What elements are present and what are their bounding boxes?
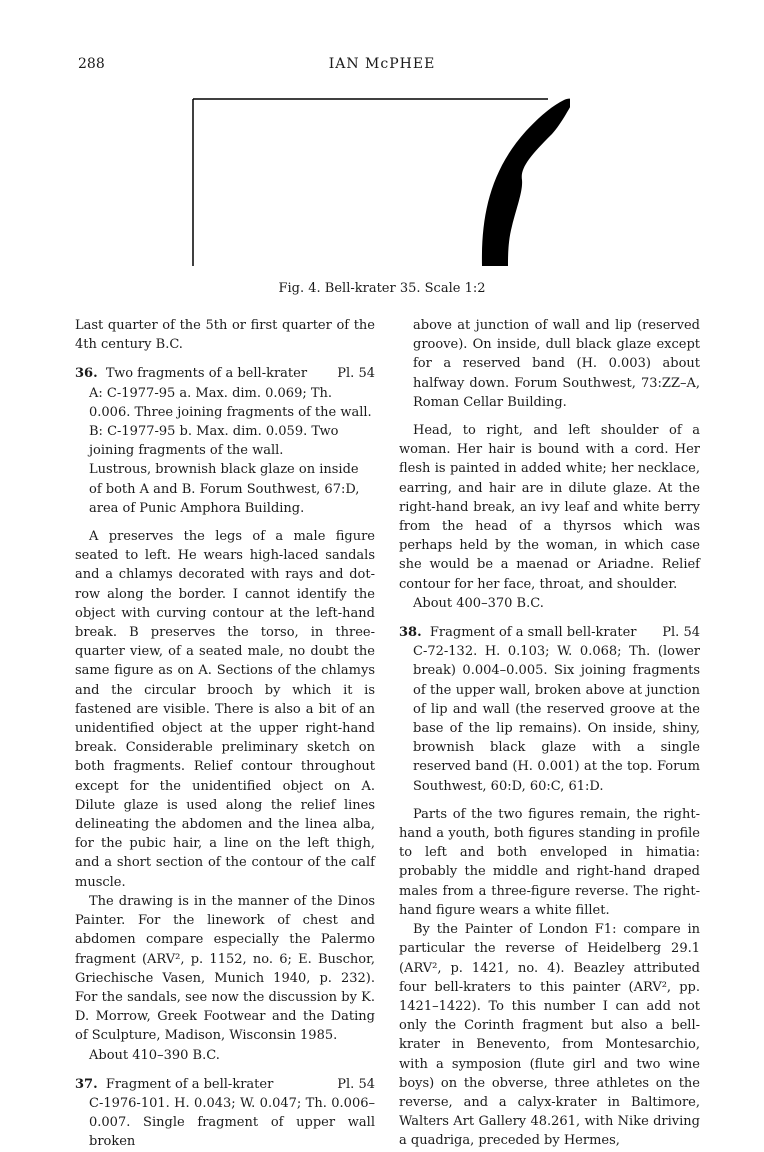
entry-38-heading xyxy=(399,623,700,642)
left-column xyxy=(75,316,375,1152)
lip-profile-section xyxy=(482,99,570,266)
entry-36-number: 36. xyxy=(75,366,98,382)
catalog-36-glaze: Lustrous, brownish black glaze on inside of both A and B. Forum Southwest, 67:D, area of Punic Amphora Building. xyxy=(89,462,360,516)
entry-36-plate: Pl. 54 xyxy=(337,366,375,382)
entry-37-heading xyxy=(75,1075,375,1094)
entry-36-heading xyxy=(75,364,375,383)
entry-37-title: Fragment of a bell-krater xyxy=(105,1076,274,1092)
entry-37-plate: Pl. 54 xyxy=(337,1076,375,1092)
catalog-37-continued: above at junction of wall and lip (reserved groove). On inside, dull black glaze except for a reserved band (H. 0.003) about halfway down. Forum Southwest, 73:ZZ–A, Roman Cellar Building. xyxy=(413,318,700,410)
figure-caption: Fig. 4. Bell-krater 35. Scale 1:2 xyxy=(278,281,486,296)
description-36: A preserves the legs of a male figure seated to left. He wears high-laced sandals and a chlamys decorated with rays and dot-row along the border. I cannot identify the object with curving contour at the left-hand break. B preserves the torso, in three-quarter view, of a seated male, no doubt the same figure as on A. Sections of the chlamys and the circular brooch by which it is fastened are visible. There is also a bit of an unidentified object at the upper right-hand break. Considerable preliminary sketch on both fragments. Relief contour throughout except for the unidentified object on A. Dilute glaze is used along the relief lines delineating the abdomen and the linea alba, for the pubic hair, a line on the left thigh, and a short section of the contour of the calf muscle. xyxy=(75,529,375,890)
entry-38-plate: Pl. 54 xyxy=(662,625,700,641)
entry-37-number: 37. xyxy=(75,1076,98,1092)
attribution-38: By the Painter of London F1: compare in particular the reverse of Heidelberg 29.1 (ARV², p. 1421, no. 4). Beazley attributed four bell-kraters to this painter (ARV², pp. 1421–1422). To this number I can add not only the Corinth fragment but also a bell-krater in Benevento, from Montesarchio, with a symposion (flute girl and two wine boys) on the obverse, three athletes on the reverse, and a calyx-krater in Baltimore, Walters Art Gallery 48.261, with Nike driving a quadriga, preceded by Hermes, xyxy=(399,922,700,1149)
page-number: 288 xyxy=(78,56,105,72)
date-35: Last quarter of the 5th or first quarter of the 4th century B.C. xyxy=(75,318,375,353)
right-column xyxy=(399,316,700,1151)
profile-drawing xyxy=(190,96,570,266)
entry-36-title: Two fragments of a bell-krater xyxy=(105,366,308,382)
catalog-37: C-1976-101. H. 0.043; W. 0.047; Th. 0.006–0.007. Single fragment of upper wall broken xyxy=(89,1095,375,1150)
date-37: About 400–370 B.C. xyxy=(413,595,544,611)
entry-38-number: 38. xyxy=(399,625,422,641)
entry-38-title: Fragment of a small bell-krater xyxy=(429,625,637,641)
description-37: Head, to right, and left shoulder of a woman. Her hair is bound with a cord. Her flesh is painted in added white; her necklace, earring, and hair are in dilute glaze. At the right-hand break, an ivy leaf and white berry from the head of a thyrsos which was perhaps held by the woman, in which case she would be a maenad or Ariadne. Relief contour for her face, throat, and shoulder. xyxy=(399,423,700,592)
date-36: About 410–390 B.C. xyxy=(89,1047,220,1063)
attribution-36: The drawing is in the manner of the Dinos Painter. For the linework of chest and abdomen compare especially the Palermo fragment (ARV², p. 1152, no. 6; E. Buschor, Griechische Vasen, Munich 1940, p. 232). For the sandals, see now the discussion by K. D. Morrow, Greek Footwear and the Dating of Sculpture, Madison, Wisconsin 1985. xyxy=(75,893,375,1044)
catalog-36-b: B: C-1977-95 b. Max. dim. 0.059. Two joining fragments of the wall. xyxy=(89,424,339,459)
catalog-38: C-72-132. H. 0.103; W. 0.068; Th. (lower break) 0.004–0.005. Six joining fragments of the upper wall, broken above at junction of lip and wall (the reserved groove at the base of the lip remains). On inside, shiny, brownish black glaze with a single reserved band (H. 0.001) at the top. Forum Southwest, 60:D, 60:C, 61:D. xyxy=(413,644,700,794)
catalog-36-a: A: C-1977-95 a. Max. dim. 0.069; Th. 0.006. Three joining fragments of the wall. xyxy=(89,385,372,420)
running-head: IAN McPHEE xyxy=(328,56,436,72)
description-38: Parts of the two figures remain, the right-hand a youth, both figures standing in profile to left and both enveloped in himatia: probably the middle and right-hand draped males from a three-figure reverse. The right-hand figure wears a white fillet. xyxy=(399,806,700,918)
